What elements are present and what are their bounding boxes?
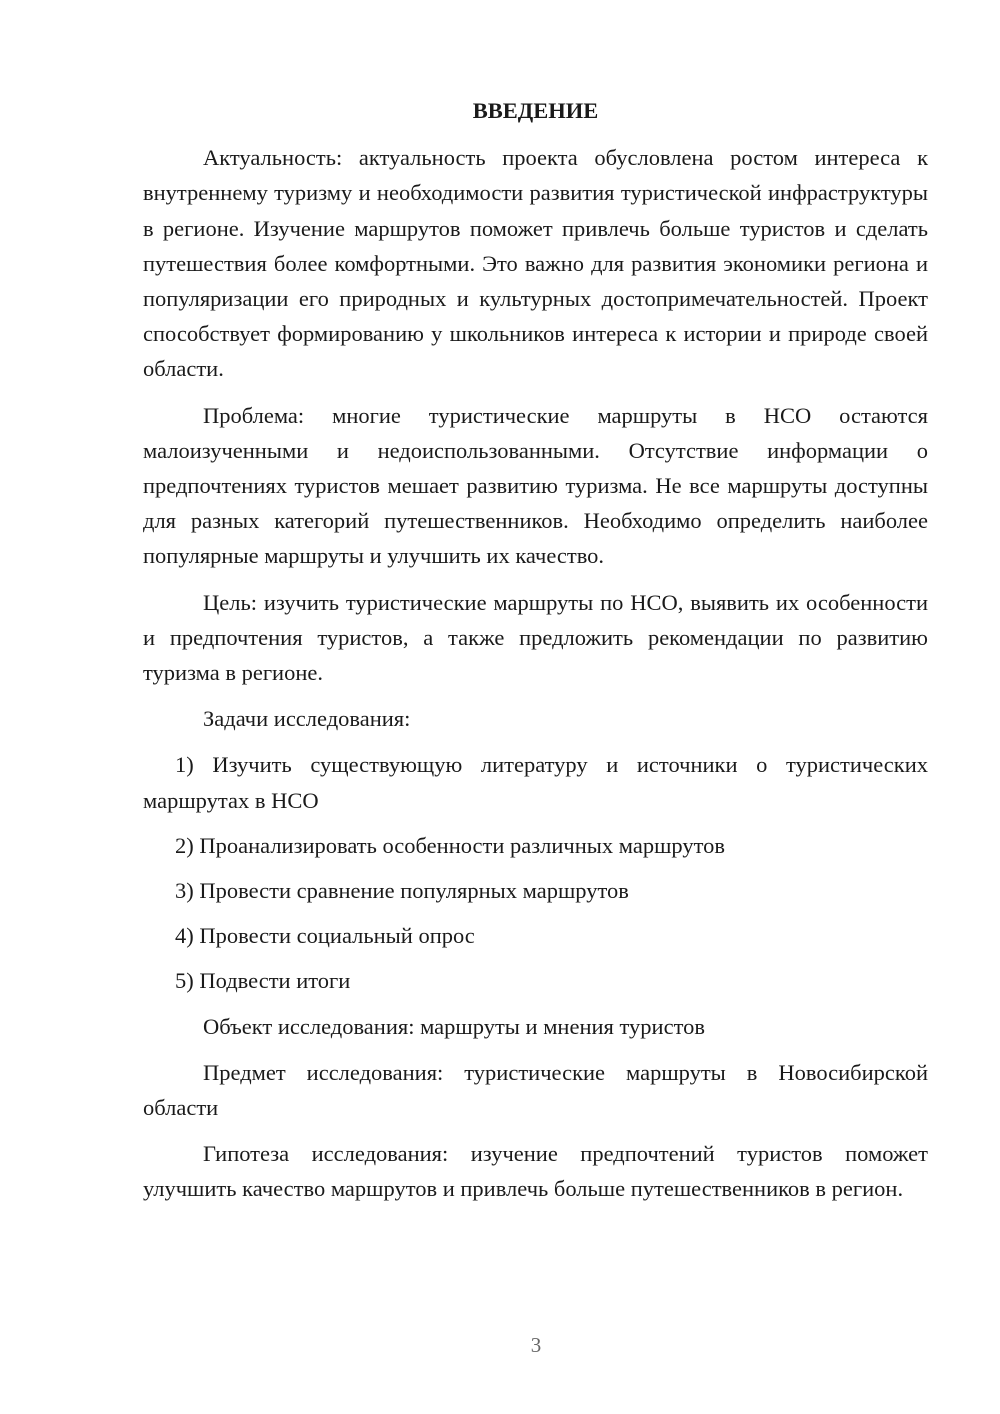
problem-paragraph: Проблема: многие туристические маршруты в НСО остаются малоизученными и недоиспользованными. Отсутствие информации о предпочтениях туристов мешает развитию туризма. Не все маршруты доступны для разных категорий путешественников. Необходимо определить наиболее популярные маршруты и улучшить их качество. (143, 402, 928, 569)
task-item-2: 2) Проанализировать особенности различных маршрутов (175, 832, 726, 858)
task-item-5: 5) Подвести итоги (175, 968, 351, 994)
goal-paragraph: Цель: изучить туристические маршруты по НСО, выявить их особенности и предпочтения туристов, а также предложить рекомендации по развитию туризма в регионе. (143, 589, 928, 686)
task-item-1: 1) Изучить существующую литературу и источники о туристических маршрутах в НСО (143, 752, 928, 813)
relevance-paragraph: Актуальность: актуальность проекта обусловлена ростом интереса к внутреннему туризму и необходимости развития туристической инфраструктуры в регионе. Изучение маршрутов поможет привлечь больше туристов и сделать путешествия более комфортными. Это важно для развития экономики региона и популяризации его природных и культурных достопримечательностей. Проект способствует формированию у школьников интереса к истории и природе своей области. (143, 145, 928, 382)
task-item-4: 4) Провести социальный опрос (175, 923, 475, 949)
page-content (143, 93, 928, 1218)
tasks-heading: Задачи исследования: (203, 706, 411, 732)
section-title: ВВЕДЕНИЕ (472, 98, 599, 123)
object-paragraph: Объект исследования: маршруты и мнения туристов (203, 1013, 705, 1039)
tasks-list (143, 747, 928, 998)
task-item-3: 3) Провести сравнение популярных маршрутов (175, 878, 629, 904)
hypothesis-paragraph: Гипотеза исследования: изучение предпочтений туристов поможет улучшить качество маршрутов и привлечь больше путешественников в регион. (143, 1141, 928, 1202)
page-number: 3 (530, 1333, 542, 1357)
subject-paragraph: Предмет исследования: туристические маршруты в Новосибирской области (143, 1059, 928, 1121)
